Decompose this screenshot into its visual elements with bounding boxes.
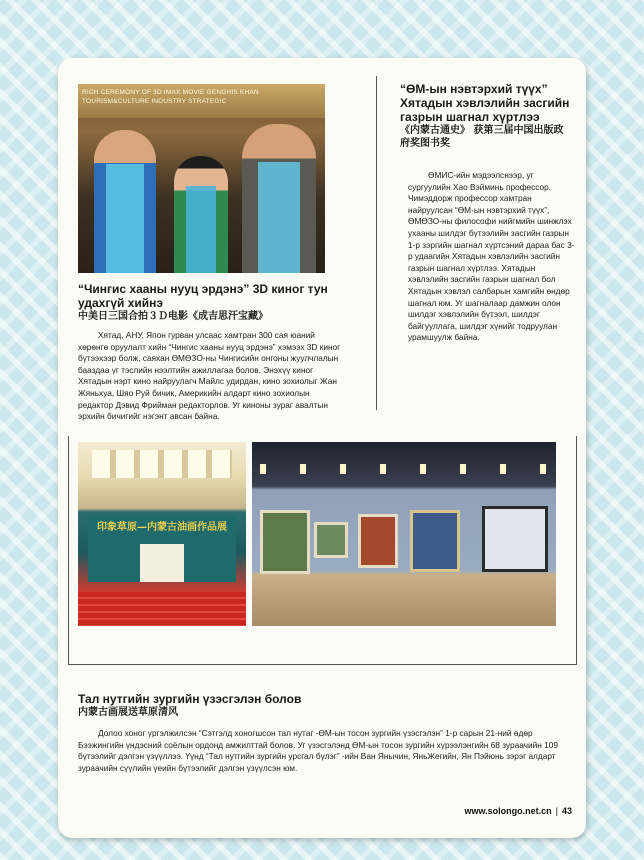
- ceiling-lights: [92, 450, 232, 478]
- article2-heading: [400, 82, 572, 150]
- article3-heading: [78, 692, 558, 719]
- exhibit-entrance-door: [140, 544, 184, 582]
- lower-bottom-divider: [68, 664, 577, 665]
- painting-5: [482, 506, 548, 572]
- lower-left-divider: [68, 436, 69, 664]
- gallery-interior-photo: [252, 442, 556, 626]
- footer-separator: |: [555, 806, 558, 816]
- gallery-ceiling-lights: [260, 464, 552, 474]
- article1-body: Хятад, АНУ, Япон гурван улсаас хамтран 300 сая юаний хөрөнгө оруулалт хийн “Чингис хааны нууц эрдэнэ” хэмээх 3D киног бүтээхээр болж, саяхан ӨМӨЗО-ны Чингисийн онгоны жуулчлалын бааздаа үг тэслийн нээлтийн ажиллагаа болов. Энэхүү киног Хятадын нэрт кино найруулагч Майлс удирдан, кино зохиолыг Жан Жяньхуа, Шяо Руй бичик, Америкийн алдарт кино зохиолын редактор Дэвид Фрийман редакторлов. Уг киноны зураг авалтын эрхийн бичигийг нэгэнт авсан байна.: [78, 330, 341, 422]
- article3-title-cn: 内蒙古画展送草原清风: [78, 707, 178, 718]
- painting-2: [314, 522, 348, 558]
- article1-title-cn: 中美日三国合拍３Ｄ电影《成吉思汗宝藏》: [78, 311, 268, 322]
- article1-heading: [78, 282, 338, 323]
- page-number: 43: [561, 806, 572, 816]
- scarf-left: [106, 164, 144, 273]
- painting-3: [358, 514, 398, 568]
- article2-title: “ӨМ-ын нэвтэрхий түүх” Хятадын хэвлэлийн засгийн газрын шагнал хүртлээ: [400, 82, 570, 124]
- ceremony-banner: RICH CEREMONY OF 3D IMAX MOVIE GENGHIS KHAN TOURISM&CULTURE INDUSTRY STRATEGIC: [78, 84, 325, 118]
- ceremony-photo: [78, 84, 325, 273]
- painting-4: [410, 510, 460, 572]
- scarf-middle: [186, 186, 216, 273]
- exhibition-hall-photo: [78, 442, 246, 626]
- article3-body: Долоо хоног үргэлжилсэн “Сэтгэлд хоногшсон тал нутаг -ӨМ-ын тосон зургийн үзэсгэлэн” 1-р сарын 21-ний өдөр Бээжингийн үндэсний соёлын ордонд амжилттай болов. Уг үзэсгэлэнд ӨМ-ын тосон зургийн хүрээлэнгийн 68 зураачийн 109 бүтээлийг дэлгэн үзүүллээ. Үүнд “Тал нутгийн зургийн урсгал бүлэг” -ийн Ван Янычин, ЯньЖегийн, Ян Пэйюнь зэрэг алдарт зураачийн сүүлийн үеийн бүтээлийг дэлгэн үзүүлсэн юм.: [78, 728, 558, 773]
- article1-title: “Чингис хааны нууц эрдэнэ” 3D киног тун удахгүй хийнэ: [78, 282, 328, 310]
- column-divider: [376, 76, 377, 410]
- red-stairs: [78, 592, 246, 626]
- scarf-right: [258, 162, 300, 273]
- article2-title-cn: 《内蒙古通史》 获第三届中国出版政府奖图书奖: [400, 125, 564, 149]
- website-link[interactable]: www.solongo.net.cn: [464, 806, 552, 816]
- lower-right-divider: [576, 436, 577, 664]
- magazine-page: [58, 58, 586, 838]
- article2-body: ӨМИС-ийн мэдээлснээр, уг сургуулийн Хао Вэйминь профессор, Чимэддорж профессор хамтран найруулсан “ӨМ-ын нэвтэрхий түүх”, ӨМӨЗО-ны философи нийгмийн шинжлэх ухааны шилдэг бүтээлийн засгийн газрын 1-р зэргийн шагнал хүртсэний дараа бас 3-р удаагийн Хятадын хэвлэлийн засгийн газрын шагнал хүртлээ. Хятадын хэвлэлийн засгийн газрын шагнал бол Хятадын хэвлэл салбарын хамгийн өндөр шагнал юм. Уг шагналаар дамжин олон шилдэг хэвлэлийн бүтээл, шилдэг байгууллага, шилдэг хүнийг тодруулан урамшуулж байна.: [408, 170, 575, 343]
- exhibit-sign-board: 印象草原—内蒙古油画作品展: [88, 516, 236, 582]
- article3-title: Тал нутгийн зургийн үзэсгэлэн болов: [78, 692, 302, 706]
- page-footer: [464, 806, 572, 816]
- painting-1: [260, 510, 310, 574]
